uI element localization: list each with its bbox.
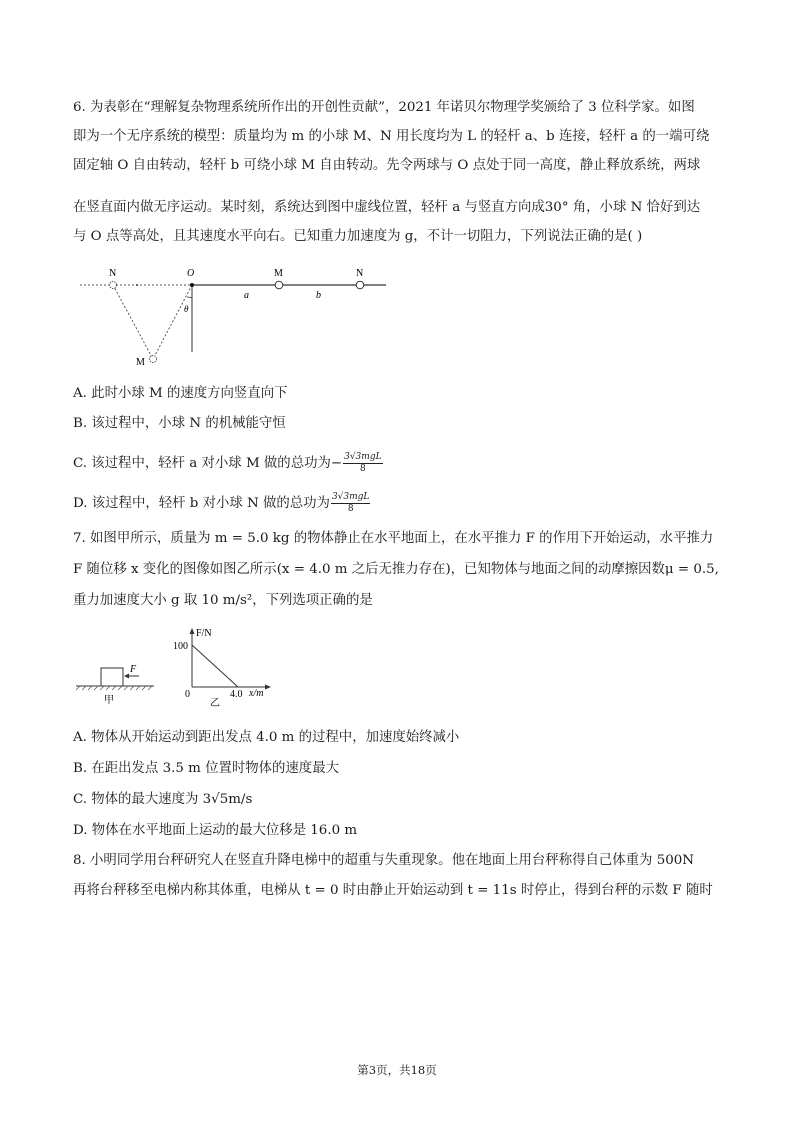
ball-m bbox=[275, 281, 283, 289]
ground-hatching bbox=[76, 686, 152, 690]
label-m-bottom: M bbox=[136, 357, 145, 368]
rod-b-dashed bbox=[113, 285, 153, 359]
q6-option-c-text: C. 该过程中，轻杆 a 对小球 M 做的总功为− bbox=[73, 456, 343, 471]
q6-option-d bbox=[73, 492, 370, 515]
q6-option-c-denominator: 8 bbox=[359, 464, 366, 474]
label-theta: θ bbox=[184, 304, 189, 314]
q6-option-d-fraction bbox=[331, 492, 370, 515]
q6-line-1: 6. 为表彰在“理解复杂物理系统所作出的开创性贡献”，2021 年诺贝尔物理学奖颁给了 3 位科学家。如图 bbox=[73, 100, 695, 115]
q7-option-d: D. 物体在水平地面上运动的最大位移是 16.0 m bbox=[73, 823, 358, 838]
q6-option-d-text: D. 该过程中，轻杆 b 对小球 N 做的总功为 bbox=[73, 496, 330, 511]
label-yi: 乙 bbox=[210, 698, 220, 709]
pivot-o-dot bbox=[190, 283, 194, 287]
label-m-right: M bbox=[274, 268, 283, 279]
q7-option-b: B. 在距出发点 3.5 m 位置时物体的速度最大 bbox=[73, 761, 339, 776]
dot-marker bbox=[136, 284, 138, 286]
q6-option-d-denominator: 8 bbox=[347, 504, 354, 514]
q8-line-1: 8. 小明同学用台秤研究人在竖直升降电梯中的超重与失重现象。他在地面上用台秤称得自己体重为 500N bbox=[73, 853, 694, 868]
q7-option-c: C. 物体的最大速度为 3√5m/s bbox=[73, 792, 253, 807]
label-jia: 甲 bbox=[104, 695, 114, 706]
label-n-right: N bbox=[356, 268, 364, 279]
label-4: 4.0 bbox=[230, 689, 243, 700]
q6-line-3: 固定轴 O 自由转动，轻杆 b 可绕小球 M 自由转动。先令两球与 O 点处于同一高度，静止释放系统，两球 bbox=[73, 158, 701, 173]
x-axis-arrow bbox=[265, 685, 271, 690]
q6-line-2: 即为一个无序系统的模型：质量均为 m 的小球 M、N 用长度均为 L 的轻杆 a、b 连接，轻杆 a 的一端可绕 bbox=[73, 129, 710, 144]
theta-arc bbox=[187, 297, 192, 298]
label-x-axis: x/m bbox=[249, 688, 264, 699]
q6-line-4: 在竖直面内做无序运动。某时刻，系统达到图中虚线位置，轻杆 a 与竖直方向成30° 角，小球 N 恰好到达 bbox=[73, 200, 701, 215]
label-y-axis: F/N bbox=[196, 628, 212, 639]
q6-option-a: A. 此时小球 M 的速度方向竖直向下 bbox=[73, 386, 288, 401]
q6-option-c-fraction bbox=[343, 452, 382, 475]
q7-line-1: 7. 如图甲所示，质量为 m = 5.0 kg 的物体静止在水平地面上，在水平推力 F 的作用下开始运动，水平推力 bbox=[73, 531, 714, 546]
rod-a-dashed bbox=[153, 285, 192, 359]
q7-option-a: A. 物体从开始运动到距出发点 4.0 m 的过程中，加速度始终减小 bbox=[73, 730, 460, 745]
q7-line-2: F 随位移 x 变化的图像如图乙所示(x = 4.0 m 之后无推力存在)，已知物体与地面之间的动摩擦因数μ = 0.5, bbox=[73, 562, 719, 577]
force-line bbox=[192, 645, 238, 687]
q7-block-diagram bbox=[72, 660, 162, 710]
label-0: 0 bbox=[185, 689, 190, 700]
ball-n bbox=[356, 281, 364, 289]
q7-line-3: 重力加速度大小 g 取 10 m/s²，下列选项正确的是 bbox=[73, 593, 373, 608]
label-o: O bbox=[187, 268, 195, 279]
y-axis-arrow bbox=[190, 628, 195, 634]
q6-option-c bbox=[73, 452, 383, 475]
q6-rod-diagram bbox=[70, 262, 400, 372]
q6-option-b: B. 该过程中，小球 N 的机械能守恒 bbox=[73, 416, 286, 431]
q6-line-5: 与 O 点等高处，且其速度水平向右。已知重力加速度为 g，不计一切阻力，下列说法正确的是( ) bbox=[73, 229, 643, 244]
label-f-arrow: F bbox=[130, 664, 137, 675]
label-a: a bbox=[244, 290, 249, 301]
ball-m-dashed bbox=[150, 356, 157, 363]
q6-option-c-numerator: 3√3mgL bbox=[344, 452, 382, 462]
label-n-left: N bbox=[109, 268, 117, 279]
block bbox=[101, 668, 123, 686]
label-100: 100 bbox=[173, 641, 188, 652]
q8-line-2: 再将台秤移至电梯内称其体重，电梯从 t = 0 时由静止开始运动到 t = 11s 时停止，得到台秤的示数 F 随时 bbox=[73, 883, 713, 898]
label-b: b bbox=[316, 290, 321, 301]
q6-option-d-numerator: 3√3mgL bbox=[331, 492, 370, 502]
ball-n-dashed bbox=[110, 282, 117, 289]
page-footer: 第3页，共18页 bbox=[357, 1063, 437, 1077]
q7-force-graph bbox=[170, 625, 290, 715]
force-arrow-head bbox=[124, 674, 129, 679]
